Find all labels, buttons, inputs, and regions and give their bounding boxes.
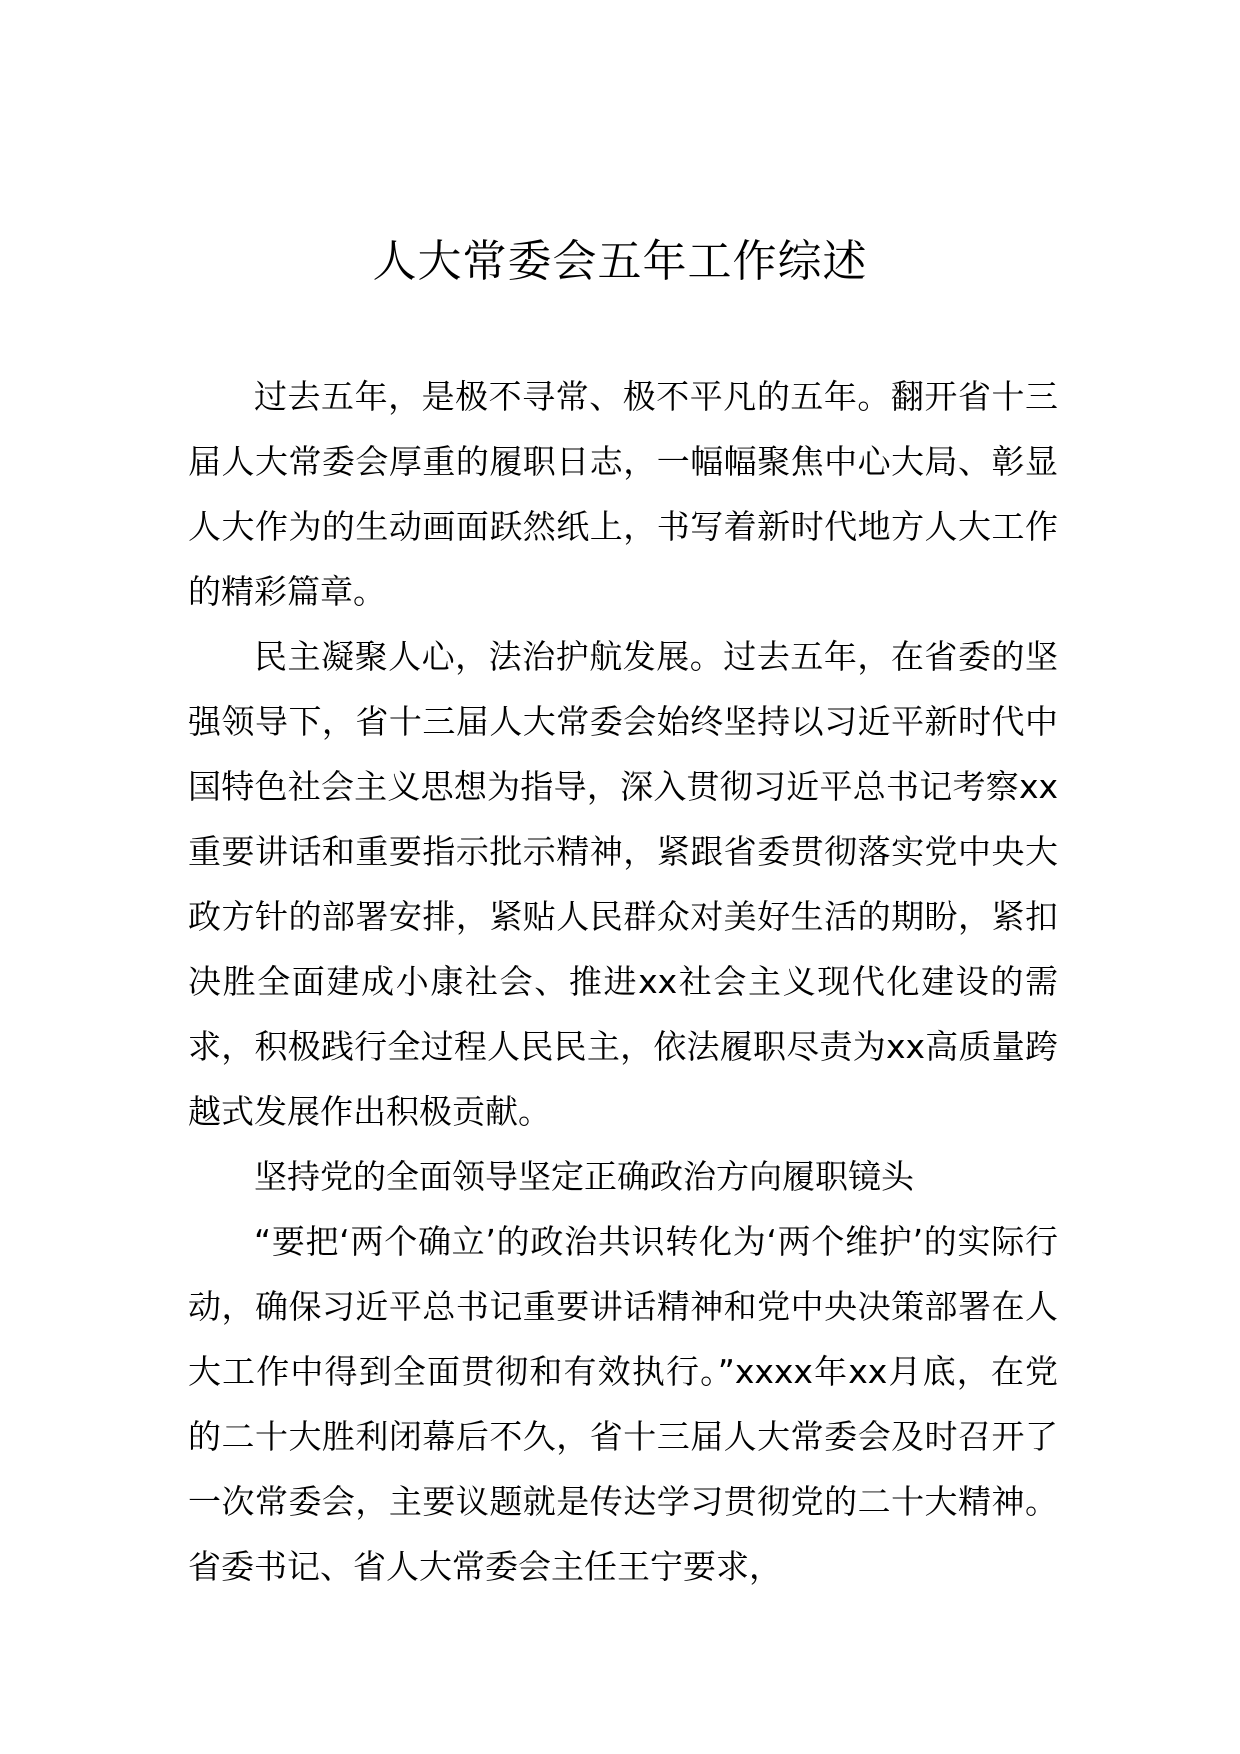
- document-body: [188, 364, 1058, 1599]
- paragraph-overview: 民主凝聚人心，法治护航发展。过去五年，在省委的坚强领导下，省十三届人大常委会始终坚持以习近平新时代中国特色社会主义思想为指导，深入贯彻习近平总书记考察xx重要讲话和重要指示批示精神，紧跟省委贯彻落实党中央大政方针的部署安排，紧贴人民群众对美好生活的期盼，紧扣决胜全面建成小康社会、推进xx社会主义现代化建设的需求，积极践行全过程人民民主，依法履职尽责为xx高质量跨越式发展作出积极贡献。: [188, 637, 1058, 1131]
- paragraph-quote: “要把‘两个确立’的政治共识转化为‘两个维护’的实际行动，确保习近平总书记重要讲话精神和党中央决策部署在人大工作中得到全面贯彻和有效执行。”xxxx年xx月底，在党的二十大胜利闭幕后不久，省十三届人大常委会及时召开了一次常委会，主要议题就是传达学习贯彻党的二十大精神。省委书记、省人大常委会主任王宁要求，: [188, 1222, 1058, 1586]
- section-heading: 坚持党的全面领导坚定正确政治方向履职镜头: [254, 1157, 914, 1196]
- document-title: 人大常委会五年工作综述: [372, 236, 868, 287]
- paragraph-intro: 过去五年，是极不寻常、极不平凡的五年。翻开省十三届人大常委会厚重的履职日志，一幅幅聚焦中心大局、彰显人大作为的生动画面跃然纸上，书写着新时代地方人大工作的精彩篇章。: [188, 377, 1058, 611]
